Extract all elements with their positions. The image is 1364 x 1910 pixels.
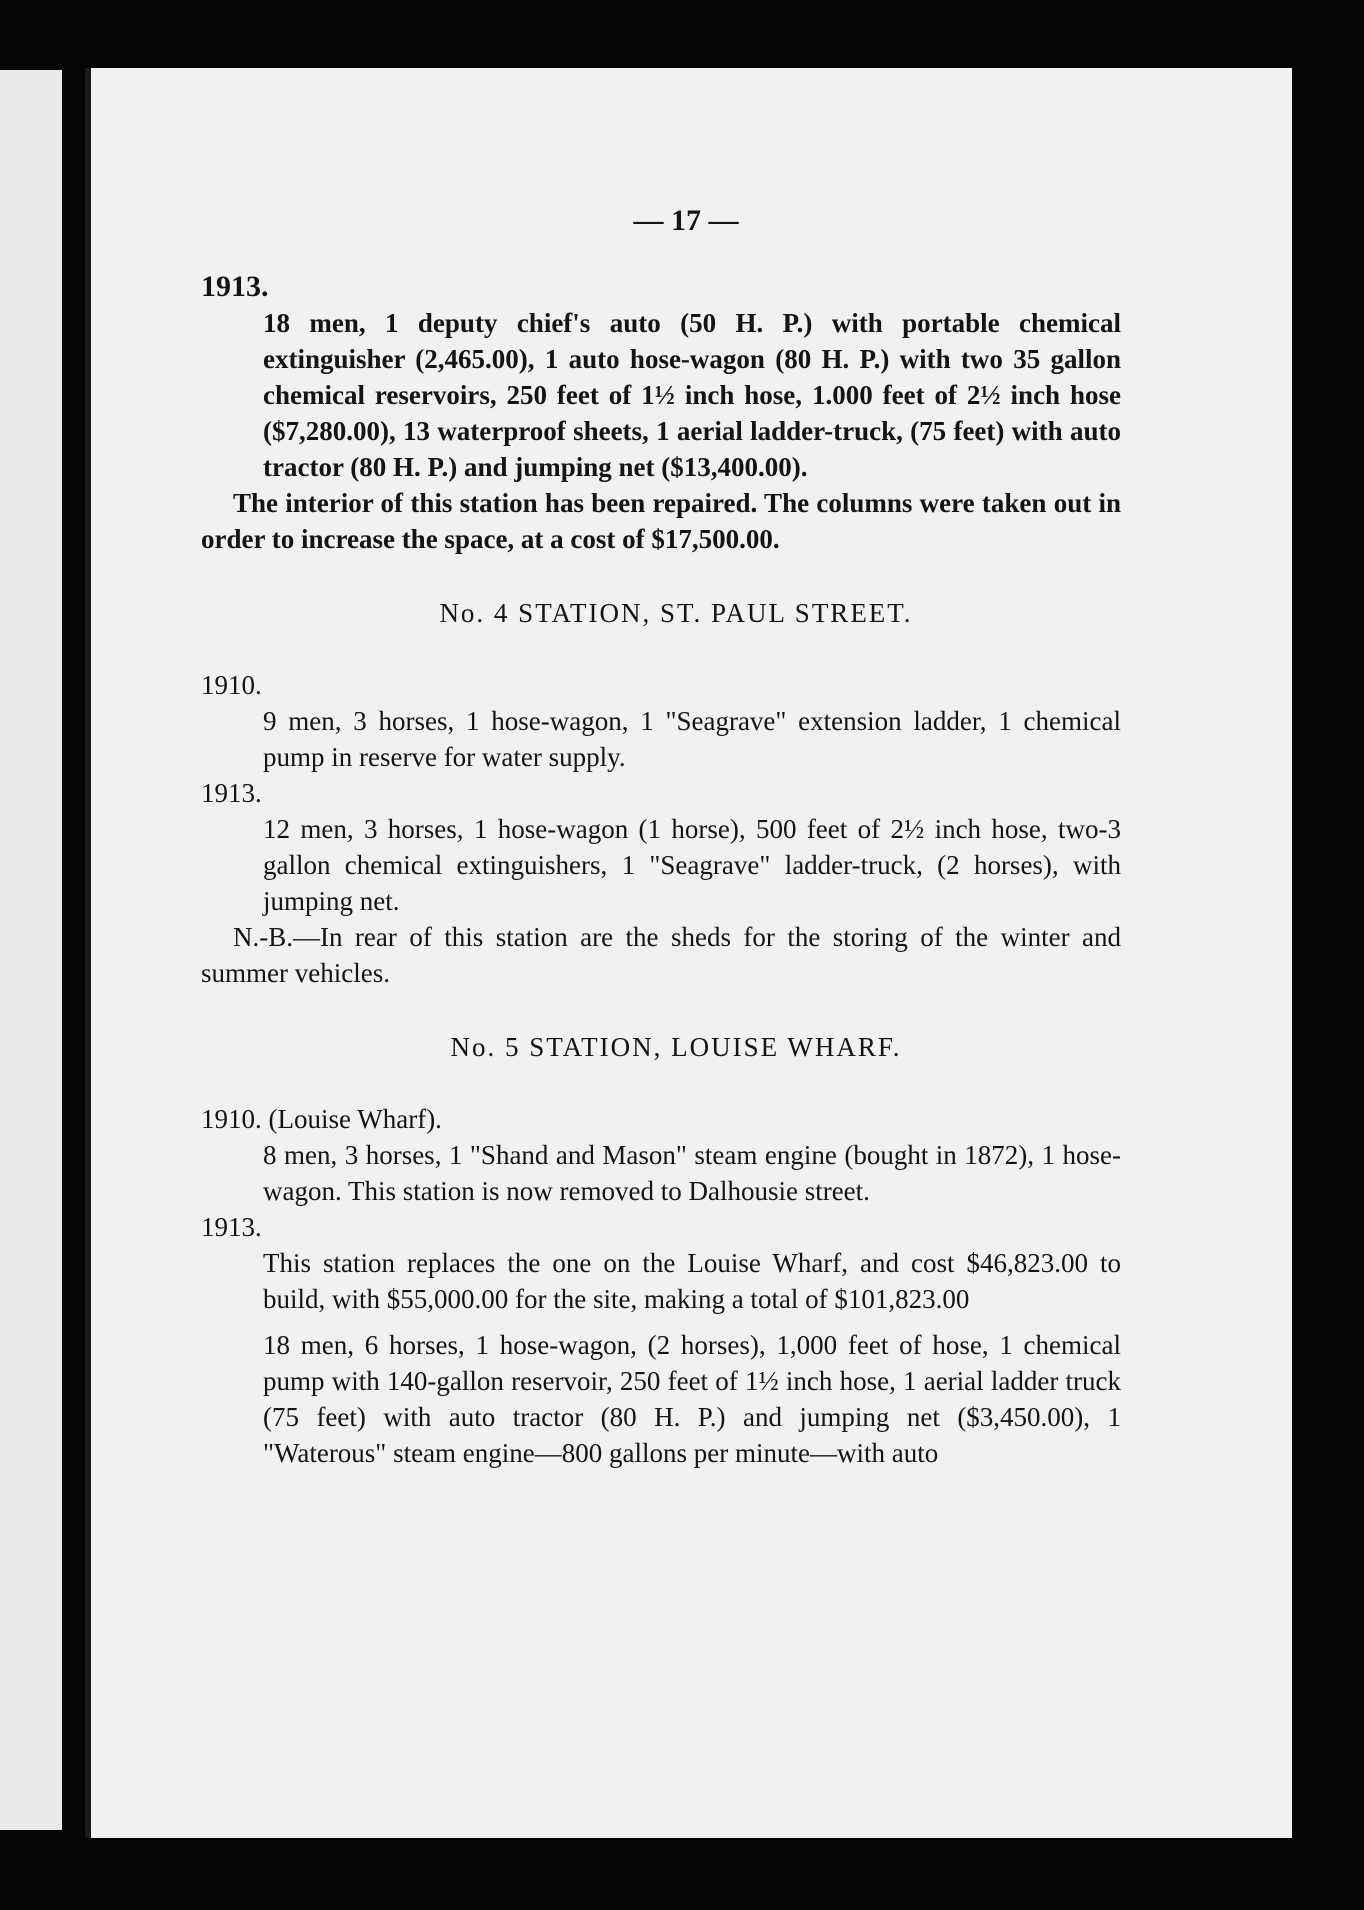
paragraph-text: The interior of this station has been repaired. The columns were taken out in order to increase the space, at a cost of $17,500.00.: [201, 488, 1121, 554]
entry-text: 18 men, 6 horses, 1 hose-wagon, (2 horses), 1,000 feet of hose, 1 chemical pump with 140-gallon reservoir, 250 feet of 1½ inch hose, 1 aerial ladder truck (75 feet) with auto tractor (80 H. P.) and jumping net ($3,450.00), 1 "Waterous" steam engine—800 gallons per minute—with auto: [263, 1330, 1121, 1468]
document-page: [85, 68, 1292, 1838]
year-heading: 1913.: [201, 778, 262, 808]
year-heading: 1910. (Louise Wharf).: [201, 1104, 442, 1134]
previous-page-edge: [0, 70, 62, 1830]
year-heading: 1913.: [201, 1212, 262, 1242]
section-heading: No. 4 STATION, ST. PAUL STREET.: [439, 598, 913, 628]
year-heading: 1910.: [201, 670, 262, 700]
entry-text: This station replaces the one on the Louise Wharf, and cost $46,823.00 to build, with $55,000.00 for the site, making a total of $101,823.00: [263, 1248, 1121, 1314]
entry-text: 12 men, 3 horses, 1 hose-wagon (1 horse), 500 feet of 2½ inch hose, two-3 gallon chemical extinguishers, 1 "Seagrave" ladder-truck, (2 horses), with jumping net.: [263, 814, 1121, 916]
page-number: — 17 —: [633, 204, 739, 237]
section-heading: No. 5 STATION, LOUISE WHARF.: [450, 1032, 902, 1062]
entry-text: 18 men, 1 deputy chief's auto (50 H. P.) with portable chemical extinguisher (2,465.00), 1 auto hose-wagon (80 H. P.) with two 35 gallon chemical reservoirs, 250 feet of 1½ inch hose, 1.000 feet of 2½ inch hose ($7,280.00), 13 waterproof sheets, 1 aerial ladder-truck, (75 feet) with auto tractor (80 H. P.) and jumping net ($13,400.00).: [263, 308, 1121, 482]
year-heading: 1913.: [201, 270, 269, 303]
entry-text: 9 men, 3 horses, 1 hose-wagon, 1 "Seagrave" extension ladder, 1 chemical pump in reserve for water supply.: [263, 706, 1121, 772]
page-text: [201, 203, 1121, 1471]
entry-text: 8 men, 3 horses, 1 "Shand and Mason" steam engine (bought in 1872), 1 hose-wagon. This station is now removed to Dalhousie street.: [263, 1140, 1121, 1206]
paragraph-text: N.-B.—In rear of this station are the sheds for the storing of the winter and summer vehicles.: [201, 922, 1121, 988]
